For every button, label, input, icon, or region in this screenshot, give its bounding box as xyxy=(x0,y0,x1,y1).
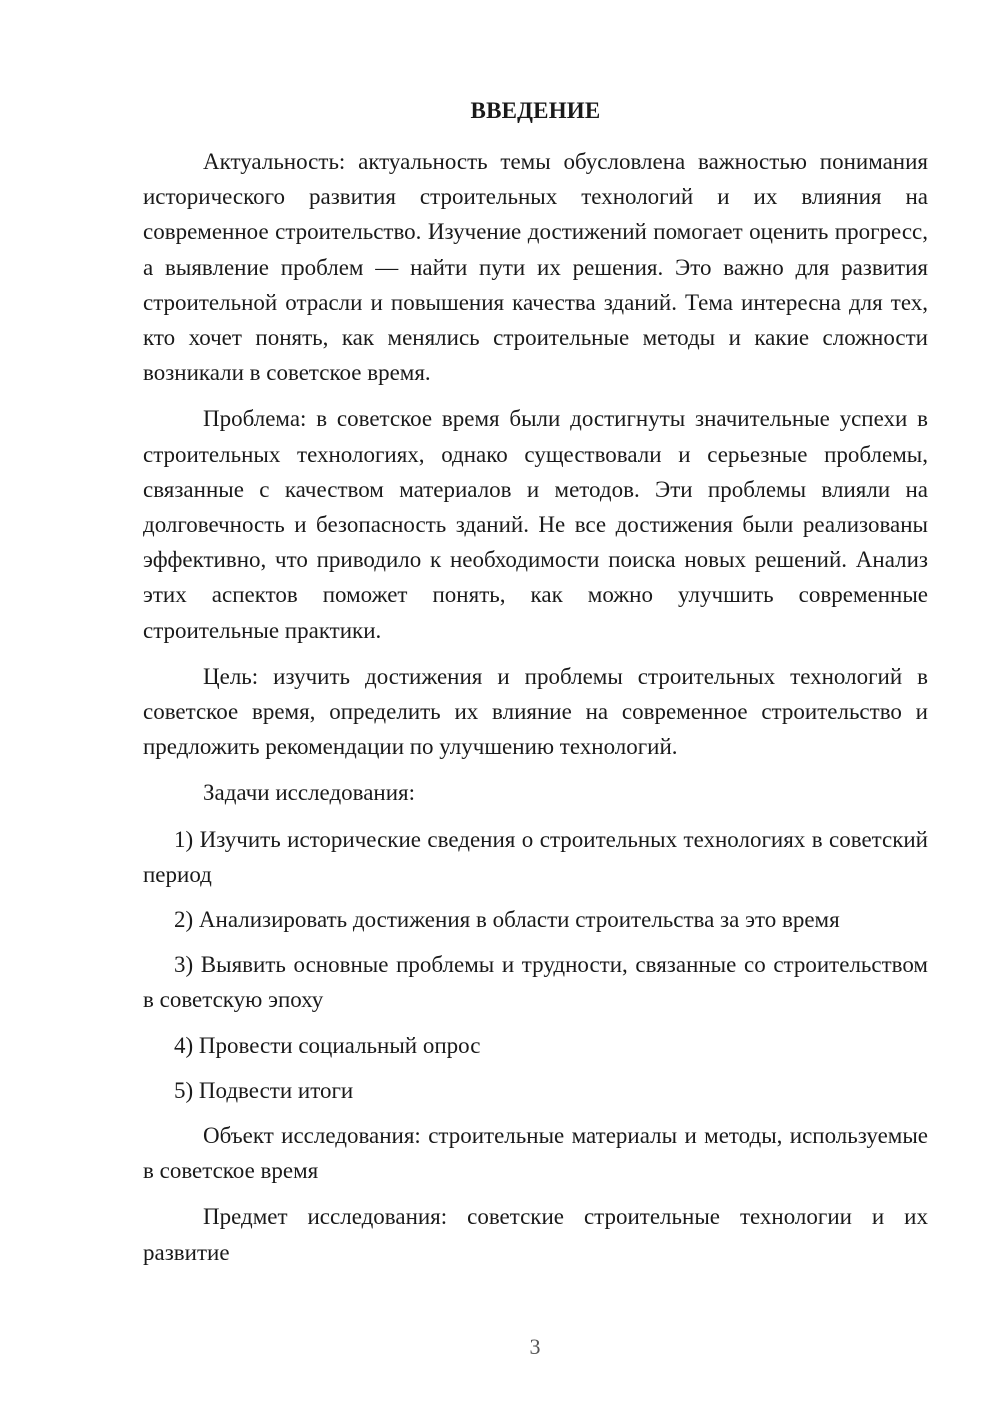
page-content xyxy=(143,96,928,1281)
page-title: ВВЕДЕНИЕ xyxy=(470,98,601,123)
subject-paragraph: Предмет исследования: советские строительные технологии и их развитие xyxy=(143,1204,928,1265)
problem-paragraph: Проблема: в советское время были достигнуты значительные успехи в строительных технологиях, однако существовали и серьезные проблемы, связанные с качеством материалов и методов. Эти проблемы влияли на долговечность и безопасность зданий. Не все достижения были реализованы эффективно, что приводило к необходимости поиска новых решений. Анализ этих аспектов поможет понять, как можно улучшить современные строительные практики. xyxy=(143,406,928,643)
page-number: 3 xyxy=(529,1334,541,1359)
goal-paragraph: Цель: изучить достижения и проблемы строительных технологий в советское время, определить их влияние на современное строительство и предложить рекомендации по улучшению технологий. xyxy=(143,663,928,760)
tasks-heading: Задачи исследования: xyxy=(203,780,416,806)
relevance-paragraph: Актуальность: актуальность темы обусловлена важностью понимания исторического развития строительных технологий и их влияния на современное строительство. Изучение достижений помогает оценить прогресс, а выявление проблем — найти пути их решения. Это важно для развития строительной отрасли и повышения качества зданий. Тема интересна для тех, кто хочет понять, как менялись строительные методы и какие сложности возникали в советское время. xyxy=(143,149,928,386)
object-paragraph: Объект исследования: строительные материалы и методы, используемые в советское время xyxy=(143,1123,928,1184)
task-item-4: 4) Провести социальный опрос xyxy=(174,1032,481,1058)
task-item-1: 1) Изучить исторические сведения о строительных технологиях в советский период xyxy=(143,826,928,887)
task-item-2: 2) Анализировать достижения в области строительства за это время xyxy=(174,907,840,933)
task-item-5: 5) Подвести итоги xyxy=(174,1077,354,1103)
task-item-3: 3) Выявить основные проблемы и трудности, связанные со строительством в советскую эпоху xyxy=(143,952,928,1013)
